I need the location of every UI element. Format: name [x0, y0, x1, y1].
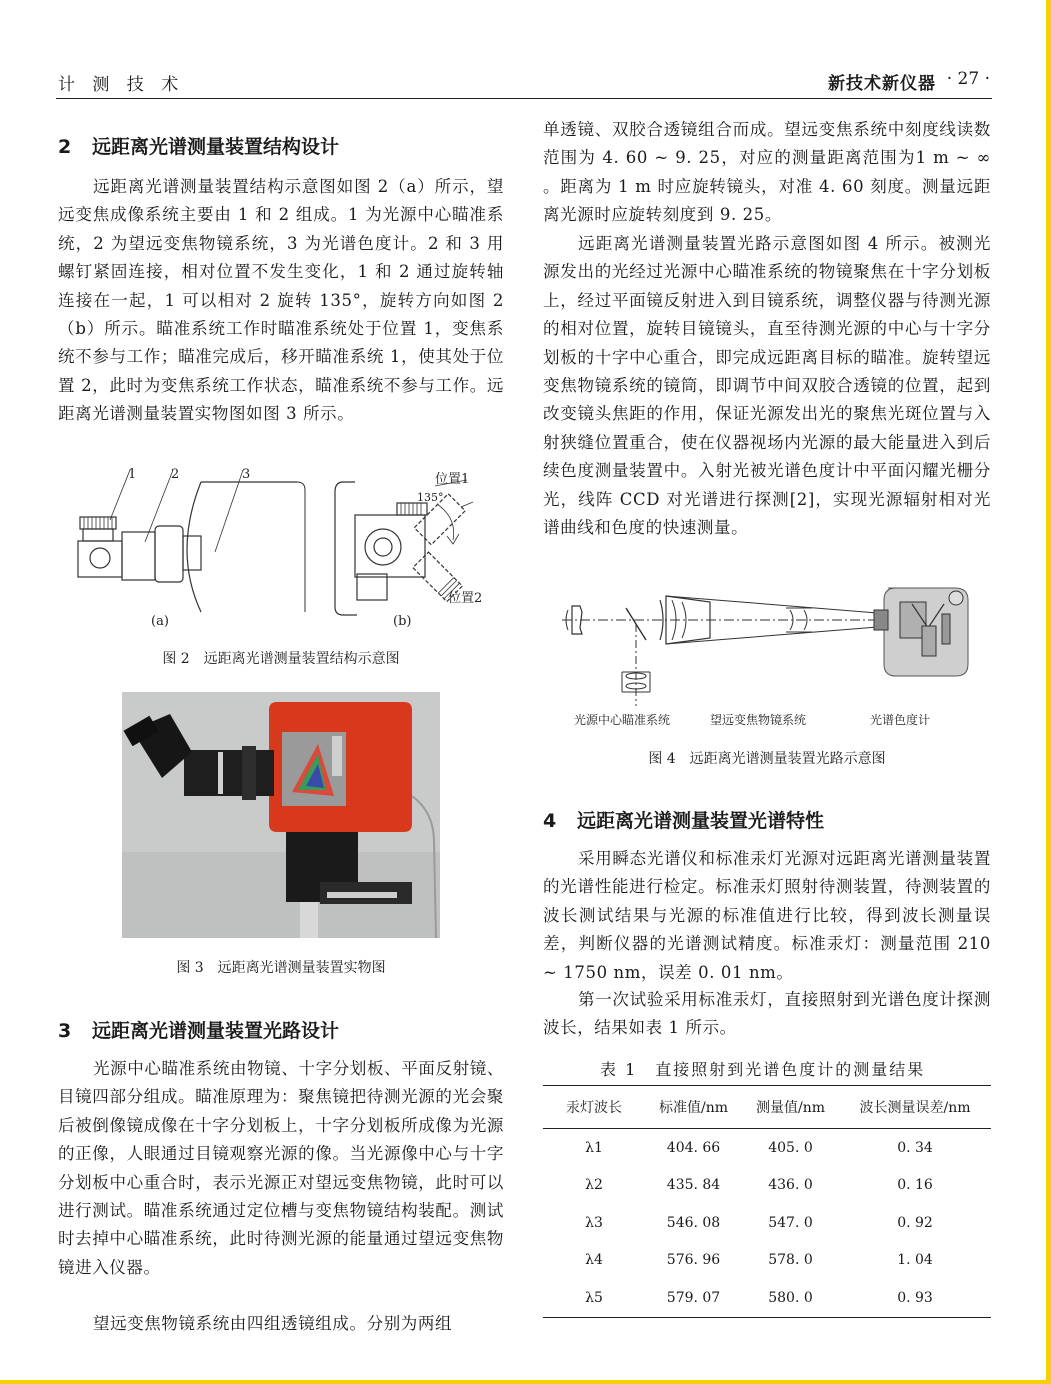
page-edge-bottom — [0, 1380, 1051, 1384]
section-number: 2 — [58, 136, 72, 158]
device-photo-drawing — [122, 692, 440, 938]
section-4-paragraph-2: 第一次试验采用标准汞灯，直接照射到光谱色度计探测波长，结果如表 1 所示。 — [543, 990, 991, 1038]
table-cell: 1. 04 — [897, 1252, 933, 1269]
table-cell: 0. 34 — [897, 1139, 933, 1156]
figure-2 — [75, 462, 495, 632]
figure-2-drawing — [75, 462, 495, 632]
label-b: (b) — [393, 614, 412, 629]
section-3-continued-paragraph-2: 远距离光谱测量装置光路示意图如图 4 所示。被测光源发出的光经过光源中心瞄准系统的物镜聚焦在十字分划板上，经过平面镜反射进入到目镜系统，调整仪器与待测光源的相对位置，旋转目镜镜头，直至待测光源的中心与十字分划板的十字中心重合，即完成远距离目标的瞄准。旋转望远变焦物镜系统的镜筒，即调节中间双胶合透镜的位置，起到改变镜头焦距的作用，保证光源发出光的聚焦光斑位置与入射狭缝位置重合，使在仪器视场内光源的最大能量进入到后续色度测量装置中。入射光被光谱色度计中平面闪耀光栅分光，线阵 CCD 对光谱进行探测[2]，实现光源辐射相对光谱曲线和色度的快速测量。 — [543, 234, 991, 538]
label-spectrocolorimeter: 光谱色度计 — [870, 713, 931, 727]
table-cell: 546. 08 — [666, 1214, 721, 1231]
label-a: (a) — [151, 614, 169, 629]
figure-2-caption: 图 2 远距离光谱测量装置结构示意图 — [162, 651, 400, 667]
table-cell: 579. 07 — [666, 1289, 721, 1306]
table-row — [543, 1242, 991, 1280]
table-cell: 405. 0 — [768, 1139, 813, 1156]
figure-3-caption: 图 3 远距离光谱测量装置实物图 — [176, 960, 386, 976]
page-number: · 27 · — [946, 69, 990, 89]
label-aiming-system: 光源中心瞄准系统 — [574, 713, 671, 727]
figure-4 — [560, 578, 980, 733]
table-cell: 578. 0 — [768, 1252, 813, 1269]
table-1-title: 表 1 直接照射到光谱色度计的测量结果 — [600, 1060, 926, 1079]
page-edge-right — [1046, 0, 1051, 1384]
table-cell: 0. 93 — [897, 1289, 933, 1306]
table-cell: 547. 0 — [768, 1214, 813, 1231]
table-cell: 576. 96 — [666, 1252, 721, 1269]
table-cell: λ2 — [585, 1177, 603, 1194]
label-3: 3 — [242, 467, 251, 482]
section-4-paragraph-1: 采用瞬态光谱仪和标准汞灯光源对远距离光谱测量装置的光谱性能进行检定。标准汞灯照射待测装置，待测装置的波长测试结果与光源的标准值进行比较，得到波长测量误差，判断仪器的光谱测试精度。标准汞灯：测量范围 210 ~ 1750 nm，误差 0. 01 nm。 — [543, 849, 991, 982]
label-position-1: 位置1 — [435, 472, 470, 487]
section-3-paragraph-1: 光源中心瞄准系统由物镜、十字分划板、平面反射镜、目镜四部分组成。瞄准原理为：聚焦镜把待测光源的光会聚后被倒像镜成像在十字分划板上，十字分划板所成像为光源的正像，人眼通过目镜观察光源的像。当光源像中心与十字分划板中心重合时，表示光源正对望远变焦物镜，此时可以进行测试。瞄准系统通过定位槽与变焦物镜结构装配。测试时去掉中心瞄准系统，此时待测光源的能量通过望远变焦物镜进入仪器。 — [58, 1059, 504, 1277]
table-cell: λ3 — [585, 1214, 603, 1231]
figure-4-caption: 图 4 远距离光谱测量装置光路示意图 — [648, 751, 886, 767]
table-header-row — [543, 1086, 991, 1129]
section-3-paragraph-2: 望远变焦物镜系统由四组透镜组成。分别为两组 — [93, 1314, 453, 1333]
section-title: 远距离光谱测量装置结构设计 — [92, 136, 340, 158]
section-2-heading — [58, 132, 339, 159]
table-cell: 436. 0 — [768, 1177, 813, 1194]
section-3-continued-paragraph-1: 单透镜、双胶合透镜组合而成。望远变焦系统中刻度线读数范围为 4. 60 ~ 9. 25，对应的测量距离范围为1 m ~ ∞ 。距离为 1 m 时应旋转镜头，对准 4. 60 刻度。测量远距离光源时应旋转刻度到 9. 25。 — [543, 120, 991, 225]
section-number: 4 — [543, 810, 557, 832]
table-cell: λ4 — [585, 1252, 603, 1269]
table-cell: 404. 66 — [666, 1139, 721, 1156]
figure-3-photo — [122, 692, 440, 938]
section-number: 3 — [58, 1020, 72, 1042]
label-zoom-lens: 望远变焦物镜系统 — [710, 713, 807, 727]
aiming-system-body-a — [78, 541, 122, 577]
section-title: 远距离光谱测量装置光谱特性 — [577, 810, 825, 832]
running-header — [56, 66, 992, 99]
table-cell: 435. 84 — [666, 1177, 721, 1194]
table-row — [543, 1167, 991, 1205]
journal-name: 计 测 技 术 — [58, 75, 185, 95]
table-1 — [543, 1085, 991, 1318]
label-angle: 135° — [417, 491, 444, 504]
label-2: 2 — [171, 467, 180, 482]
column-header: 波长测量误差/nm — [839, 1086, 991, 1129]
section-2-paragraph: 远距离光谱测量装置结构示意图如图 2（a）所示，望远变焦成像系统主要由 1 和 2 组成。1 为光源中心瞄准系统，2 为望远变焦物镜系统，3 为光谱色度计。2 和 3 用螺钉紧固连接，相对位置不发生变化，1 和 2 通过旋转轴连接在一起，1 可以相对 2 旋转 135°，旋转方向如图 2（b）所示。瞄准系统工作时瞄准系统处于位置 1，变焦系统不参与工作；瞄准完成后，移开瞄准系统 1，使其处于位置 2，此时为变焦系统工作状态，瞄准系统不参与工作。远距离光谱测量装置实物图如图 3 所示。 — [58, 177, 504, 424]
column-header: 标准值/nm — [645, 1086, 742, 1129]
column-header: 汞灯波长 — [543, 1086, 645, 1129]
column-name: 新技术新仪器 — [828, 74, 936, 94]
table-cell: λ5 — [585, 1289, 603, 1306]
table-row — [543, 1279, 991, 1317]
table-cell: 0. 92 — [897, 1214, 933, 1231]
table-cell: 0. 16 — [897, 1177, 933, 1194]
section-4-heading — [543, 806, 824, 833]
section-title: 远距离光谱测量装置光路设计 — [92, 1020, 340, 1042]
zoom-lens-body-a — [155, 526, 183, 582]
section-3-heading — [58, 1016, 339, 1043]
column-header: 测量值/nm — [742, 1086, 839, 1129]
table-row — [543, 1204, 991, 1242]
table-cell: 580. 0 — [768, 1289, 813, 1306]
label-position-2: 位置2 — [448, 591, 483, 606]
table-row — [543, 1129, 991, 1167]
label-1: 1 — [128, 467, 137, 482]
figure-4-optical-path — [560, 578, 980, 733]
table-cell: λ1 — [585, 1139, 603, 1156]
